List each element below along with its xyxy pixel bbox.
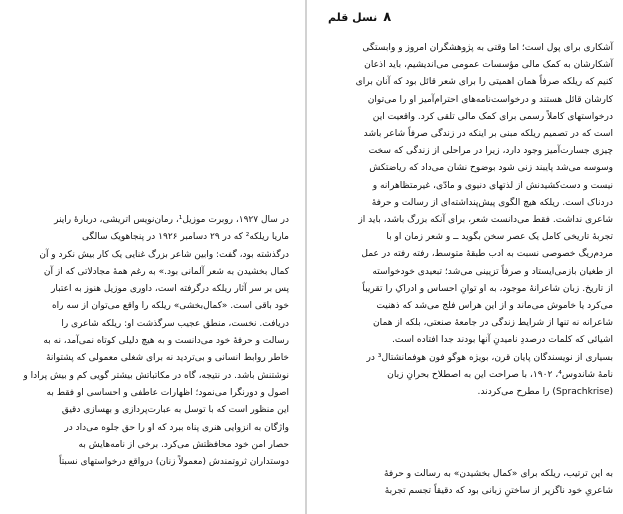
- text-line: نامهٔ شاندوس⁴، ۱۹۰۲، با صراحت این به اصطلاح بحرانِ زبان: [387, 369, 613, 380]
- page-header: [328, 10, 391, 25]
- text-line: رسالت و حرفهٔ خود می‌دانست و به هیچ دلیلی کوتاه نمی‌آمد، نه به: [43, 336, 289, 347]
- right-page: [307, 0, 623, 514]
- text-line: مردم‌ریگ خصوصی نسبت به ادب طبقهٔ متوسط، رفته رفته در عمل: [361, 249, 613, 260]
- text-line: شاعری نداشت. فقط می‌دانست شعر، برای آنکه بزرگ باشد، باید از: [358, 215, 613, 226]
- text-line: آشکارشان به کمک مالی مؤسسات عمومی می‌اندیشیم، باید اذعان: [364, 60, 613, 71]
- text-line: پس بر سر آثار ریلکه درگرفته است، داوری موزیل هنوز به اعتبار: [51, 284, 289, 295]
- text-line: کنیم که ریلکه صرفاً همان اهمیتی را برای شعر قائل بود که آنان برای: [355, 77, 613, 88]
- text-line: در سال ۱۹۲۷، روبرت موزیل¹، رمان‌نویس اتریشی، دربارهٔ راینر: [54, 215, 289, 225]
- text-line: (Sprachkrise) را مطرح می‌کردند.: [477, 387, 613, 398]
- text-line: درخواستهای کاملاً رسمی برای کمک مالی تلقی کرد. واقعیت این: [372, 111, 613, 122]
- text-line: خاطر روابط انسانی و بی‌تردید نه برای شغلی معمولی که پشتوانهٔ: [46, 353, 289, 364]
- text-line: اصول و دورنگرا می‌نمود؛ اظهارات عاطفی و احساسی او فقط به: [46, 387, 289, 398]
- text-line: واژگان به انزوایی هنری پناه ببرد که او را حق جلوه می‌داد در: [64, 422, 289, 433]
- text-line: چیزی جسارت‌آمیز وجود دارد، زیرا در مراحلی از زندگی که سخت: [368, 146, 613, 157]
- text-line: این منظور است که با توسل به عبارت‌پردازی و بهسازی دقیق: [61, 405, 289, 416]
- text-line: دریافت. نخست، منطق عجیب سرگذشت او: ریلکه شاعری را: [61, 318, 289, 329]
- running-title: نسل قلم: [328, 11, 378, 24]
- text-line: از طغیان بازمی‌ایستاد و صرفاً تزیینی می‌شد؛ تبعیدی خودخواسته: [372, 266, 613, 277]
- text-line: دردناک است. ریلکه هیچ الگوی پیش‌پنداشته‌ای از رسالت و حرفهٔ: [371, 197, 613, 208]
- text-line: کمال بخشیدن به شعر آلمانی بود.» به رغم همهٔ مجادلاتی که از آن: [43, 266, 289, 277]
- page-number: ٨: [383, 10, 392, 25]
- text-line: نیست و دست‌کشیدنش از لذتهای دنیوی و مادّی، غیرمتظاهرانه و: [372, 180, 613, 191]
- text-line: کارشان قائل هستند و درخواست‌نامه‌های احترام‌آمیز او را می‌توان: [367, 94, 613, 105]
- text-line: است که در تصمیم ریلکه مبنی بر اینکه در زندگی صرفاً شاعر باشد: [363, 129, 613, 140]
- text-line: اشیائی که کلمات درصددِ نامیدنِ آنها بودند جدا افتاده است.: [392, 335, 613, 346]
- right-page-next-paragraph: [318, 466, 613, 500]
- text-line: به این ترتیب، ریلکه برای «کمال بخشیدن» به رسالت و حرفهٔ: [384, 469, 613, 479]
- text-line: درگذشته بود، گفت: وابین شاعر بزرگ غنایی یک کار بیش نکرد و آن: [39, 249, 289, 260]
- text-line: وسوسه می‌شد پایبند زنی شود بوضوح نشان می‌داد که ریاضتکش: [369, 163, 613, 174]
- left-page-paragraph: [25, 212, 289, 471]
- text-line: شاعرانه نه تنها از شرایط زندگی در جامعهٔ صنعتی، بلکه از همان: [373, 318, 613, 329]
- text-line: می‌کرد یا خاموش می‌ماند و از این هراس فلج می‌شد که ذهنیت: [376, 301, 613, 312]
- text-line: از تاریخ. زبان شاعرانهٔ موجود، به او توانِ احساس و ادراکِ را تقریباً: [362, 283, 613, 294]
- text-line: نوشتنش باشد. در نتیجه، گاه در مکاتباتش بیشتر گویی کم و بیش پرادا و: [23, 370, 289, 381]
- text-line: دوستداران ثروتمندش (معمولاً زنان) درواقع درخواستهای نسبتاً: [58, 457, 289, 468]
- right-page-paragraph: [318, 40, 613, 401]
- text-line: تجربهٔ تاریخی کامل یک عصر سخن بگوید ــ و شعر زمان او با: [386, 232, 613, 243]
- text-line: بسیاری از نویسندگان پایان قرن، بویژه هوگو فون هوفمانشتال³ در: [366, 352, 613, 363]
- left-page: [0, 0, 305, 514]
- text-line: آشکاری برای پول است؛ اما وقتی به پژوهشگران امروز و وابستگی: [362, 43, 613, 53]
- text-line: ماریا ریلکه² که در ۲۹ دسامبر ۱۹۲۶ در پنجاهویک سالگی: [81, 232, 289, 243]
- text-line: خود باقی است. «کمال‌بخشی» ریلکه را واقع می‌توان از سه راه: [51, 301, 289, 312]
- text-line: شاعریِ خود ناگزیر از ساختنِ زبانی بود که دقیقاً تجسم تجربهٔ: [384, 486, 613, 497]
- text-line: حصار امن خود محافظتش می‌کرد. برخی از نامه‌هایش به: [78, 439, 289, 450]
